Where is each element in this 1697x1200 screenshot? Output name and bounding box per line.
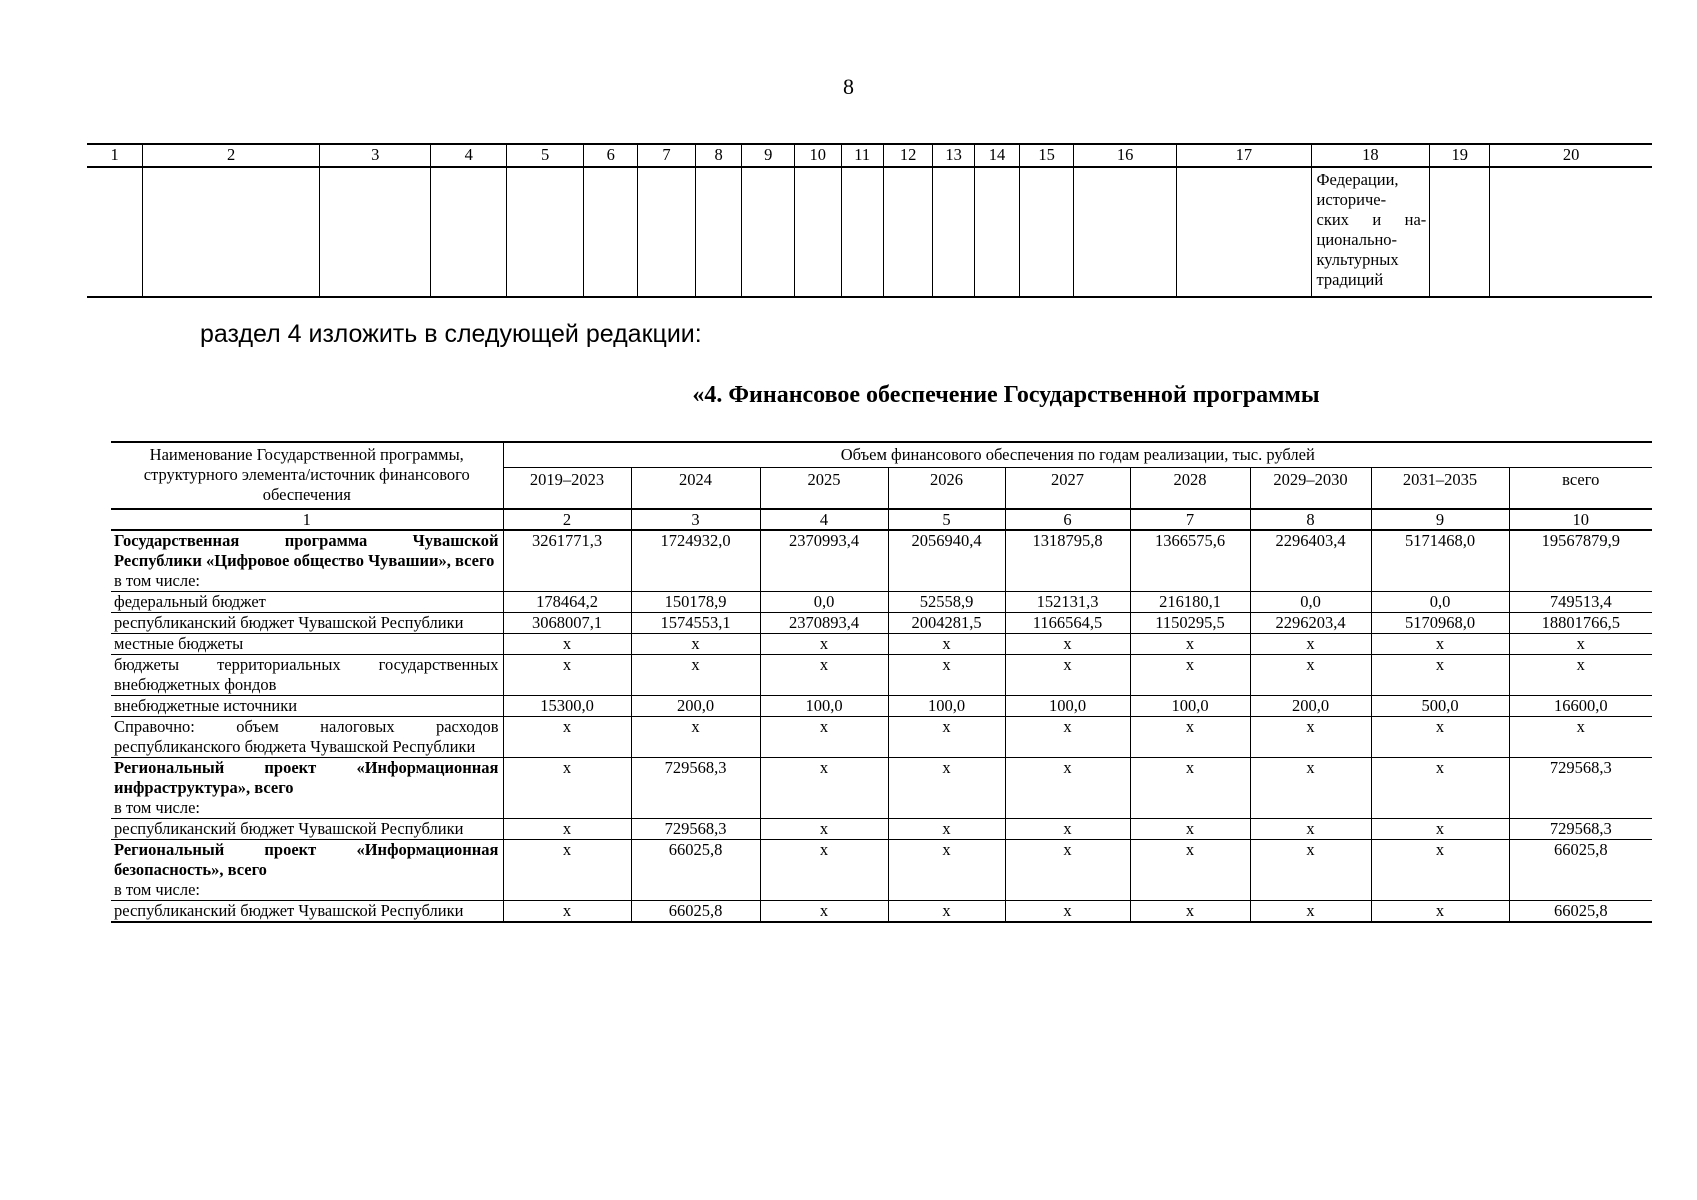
- name-header: Наименование Государственной программы, структурного элемента/источник финансового обеспечения: [111, 442, 503, 509]
- value-cell: x: [1005, 840, 1130, 901]
- col-number: 4: [431, 144, 506, 167]
- value-cell: 0,0: [760, 592, 888, 613]
- table-cell: [87, 167, 143, 297]
- col-number: 19: [1430, 144, 1490, 167]
- table-cell: [933, 167, 974, 297]
- value-cell: 3068007,1: [503, 613, 631, 634]
- value-cell: 66025,8: [631, 901, 760, 923]
- value-cell: 15300,0: [503, 696, 631, 717]
- value-cell: 100,0: [1005, 696, 1130, 717]
- text-line: традиций: [1316, 270, 1384, 289]
- value-cell: 5170968,0: [1371, 613, 1509, 634]
- value-cell: x: [888, 901, 1005, 923]
- year-header: 2025: [760, 468, 888, 510]
- table-row: [111, 696, 1652, 717]
- col-number: 6: [1005, 509, 1130, 530]
- table-row: [111, 613, 1652, 634]
- value-cell: x: [760, 634, 888, 655]
- table-cell: [1490, 167, 1652, 297]
- value-cell: 18801766,5: [1509, 613, 1652, 634]
- value-cell: x: [1371, 840, 1509, 901]
- value-cell: x: [1371, 655, 1509, 696]
- value-cell: x: [1371, 717, 1509, 758]
- row-name: [111, 530, 503, 592]
- text-line: Федерации,: [1316, 170, 1399, 189]
- value-cell: x: [888, 819, 1005, 840]
- value-cell: 729568,3: [631, 819, 760, 840]
- table-cell: [695, 167, 741, 297]
- table-row: [111, 819, 1652, 840]
- value-cell: x: [1371, 819, 1509, 840]
- value-cell: 3261771,3: [503, 530, 631, 592]
- row-name: Справочно: объем налоговых расходов республиканского бюджета Чувашской Республики: [111, 717, 503, 758]
- row-name: [111, 758, 503, 819]
- value-cell: 100,0: [760, 696, 888, 717]
- value-cell: x: [1509, 717, 1652, 758]
- value-cell: x: [1250, 655, 1371, 696]
- row-name-bold: Государственная программа Чувашской Республики «Цифровое общество Чувашии», всего: [114, 531, 499, 570]
- value-cell: 216180,1: [1130, 592, 1250, 613]
- value-cell: x: [1250, 634, 1371, 655]
- value-cell: 749513,4: [1509, 592, 1652, 613]
- value-cell: 2004281,5: [888, 613, 1005, 634]
- col-number: 18: [1311, 144, 1430, 167]
- value-cell: x: [888, 758, 1005, 819]
- col-number: 12: [883, 144, 933, 167]
- table-cell: [883, 167, 933, 297]
- col-number: 10: [1509, 509, 1652, 530]
- value-cell: 0,0: [1250, 592, 1371, 613]
- table-cell: [974, 167, 1019, 297]
- year-header: 2027: [1005, 468, 1130, 510]
- table-cell: [143, 167, 320, 297]
- value-cell: x: [1371, 634, 1509, 655]
- value-cell: x: [1509, 634, 1652, 655]
- value-cell: x: [1371, 758, 1509, 819]
- value-cell: 152131,3: [1005, 592, 1130, 613]
- value-cell: 66025,8: [1509, 901, 1652, 923]
- col-number: 1: [111, 509, 503, 530]
- table-row: [111, 634, 1652, 655]
- table-cell: [506, 167, 583, 297]
- value-cell: x: [760, 655, 888, 696]
- row-name: [111, 840, 503, 901]
- value-cell: x: [760, 901, 888, 923]
- value-cell: x: [1130, 901, 1250, 923]
- col-number: 15: [1020, 144, 1074, 167]
- col-number: 3: [631, 509, 760, 530]
- value-cell: x: [1250, 717, 1371, 758]
- value-cell: x: [631, 655, 760, 696]
- col-number: 16: [1073, 144, 1176, 167]
- value-cell: x: [1371, 901, 1509, 923]
- value-cell: x: [1005, 634, 1130, 655]
- table-cell: [795, 167, 841, 297]
- value-cell: 2370893,4: [760, 613, 888, 634]
- value-cell: 1166564,5: [1005, 613, 1130, 634]
- value-cell: 16600,0: [1509, 696, 1652, 717]
- value-cell: 1150295,5: [1130, 613, 1250, 634]
- value-cell: 1318795,8: [1005, 530, 1130, 592]
- continuation-row: [87, 167, 1652, 297]
- value-cell: 100,0: [888, 696, 1005, 717]
- value-cell: x: [503, 819, 631, 840]
- col-number: 8: [695, 144, 741, 167]
- page-number: 8: [843, 74, 854, 99]
- text-line: ционально-: [1316, 230, 1398, 249]
- table-row: [111, 655, 1652, 696]
- table-row: [111, 530, 1652, 592]
- year-header: 2024: [631, 468, 760, 510]
- finance-table-body: [111, 530, 1652, 922]
- value-cell: x: [888, 655, 1005, 696]
- col-number: 8: [1250, 509, 1371, 530]
- value-cell: x: [888, 717, 1005, 758]
- table-row: [111, 758, 1652, 819]
- row-name: республиканский бюджет Чувашской Республики: [111, 613, 503, 634]
- continuation-table: [87, 143, 1652, 298]
- table-cell: [1430, 167, 1490, 297]
- table-cell: [319, 167, 431, 297]
- col-number: 10: [795, 144, 841, 167]
- value-cell: x: [1250, 840, 1371, 901]
- row-name-bold: Региональный проект «Информационная инфраструктура», всего: [114, 758, 499, 797]
- value-cell: x: [1250, 758, 1371, 819]
- value-cell: x: [503, 901, 631, 923]
- value-cell: 19567879,9: [1509, 530, 1652, 592]
- row-name: бюджеты территориальных государственных внебюджетных фондов: [111, 655, 503, 696]
- header-row: [111, 442, 1652, 468]
- instruction-text: раздел 4 изложить в следующей редакции:: [200, 320, 702, 348]
- row-name: федеральный бюджет: [111, 592, 503, 613]
- col-number: 2: [143, 144, 320, 167]
- col-number: 20: [1490, 144, 1652, 167]
- value-cell: x: [503, 840, 631, 901]
- year-header: 2026: [888, 468, 1005, 510]
- finance-table: [111, 441, 1652, 923]
- table-cell: [1020, 167, 1074, 297]
- col-number: 5: [506, 144, 583, 167]
- year-header: 2028: [1130, 468, 1250, 510]
- value-cell: 66025,8: [631, 840, 760, 901]
- row-name: республиканский бюджет Чувашской Республики: [111, 819, 503, 840]
- col-number: 2: [503, 509, 631, 530]
- col-number: 5: [888, 509, 1005, 530]
- value-cell: x: [1005, 758, 1130, 819]
- value-cell: 2370993,4: [760, 530, 888, 592]
- text-line: культурных: [1316, 250, 1399, 269]
- row-name: республиканский бюджет Чувашской Республики: [111, 901, 503, 923]
- table-cell-col18: [1311, 167, 1430, 297]
- col-number: 17: [1177, 144, 1311, 167]
- year-header: 2019–2023: [503, 468, 631, 510]
- row-name: внебюджетные источники: [111, 696, 503, 717]
- value-cell: 500,0: [1371, 696, 1509, 717]
- value-cell: 2056940,4: [888, 530, 1005, 592]
- value-cell: x: [1130, 758, 1250, 819]
- col-number: 9: [1371, 509, 1509, 530]
- value-cell: x: [1250, 901, 1371, 923]
- value-cell: x: [1130, 840, 1250, 901]
- col-number: 9: [742, 144, 795, 167]
- col-number: 14: [974, 144, 1019, 167]
- col-number: 7: [638, 144, 696, 167]
- row-name-bold: Региональный проект «Информационная безопасность», всего: [114, 840, 499, 879]
- table-cell: [841, 167, 883, 297]
- table-cell: [638, 167, 696, 297]
- value-cell: x: [503, 717, 631, 758]
- value-cell: x: [1130, 655, 1250, 696]
- value-cell: x: [1509, 655, 1652, 696]
- value-cell: 200,0: [631, 696, 760, 717]
- table-row: [111, 717, 1652, 758]
- value-cell: x: [760, 758, 888, 819]
- value-cell: 1724932,0: [631, 530, 760, 592]
- column-number-row: [111, 509, 1652, 530]
- text-line: ских и на-: [1316, 210, 1427, 229]
- row-name: местные бюджеты: [111, 634, 503, 655]
- col-number: 6: [584, 144, 638, 167]
- value-cell: x: [1005, 655, 1130, 696]
- table-cell: [431, 167, 506, 297]
- row-name-sub: в том числе:: [114, 798, 201, 817]
- col-number: 3: [319, 144, 431, 167]
- value-cell: 52558,9: [888, 592, 1005, 613]
- year-header: 2029–2030: [1250, 468, 1371, 510]
- value-cell: x: [760, 819, 888, 840]
- year-header: 2031–2035: [1371, 468, 1509, 510]
- value-cell: x: [760, 717, 888, 758]
- value-cell: x: [1005, 901, 1130, 923]
- volume-header: Объем финансового обеспечения по годам реализации, тыс. рублей: [503, 442, 1652, 468]
- value-cell: x: [1005, 717, 1130, 758]
- value-cell: x: [1250, 819, 1371, 840]
- col-number: 7: [1130, 509, 1250, 530]
- value-cell: 729568,3: [1509, 758, 1652, 819]
- value-cell: x: [888, 840, 1005, 901]
- col-number: 1: [87, 144, 143, 167]
- value-cell: 729568,3: [1509, 819, 1652, 840]
- table-row: [111, 840, 1652, 901]
- value-cell: 1366575,6: [1130, 530, 1250, 592]
- value-cell: x: [631, 634, 760, 655]
- value-cell: x: [503, 758, 631, 819]
- value-cell: 0,0: [1371, 592, 1509, 613]
- col-number: 4: [760, 509, 888, 530]
- col-number: 13: [933, 144, 974, 167]
- value-cell: 100,0: [1130, 696, 1250, 717]
- table-row: [111, 592, 1652, 613]
- value-cell: 1574553,1: [631, 613, 760, 634]
- value-cell: 5171468,0: [1371, 530, 1509, 592]
- table-row: [111, 901, 1652, 923]
- value-cell: 729568,3: [631, 758, 760, 819]
- table-cell: [584, 167, 638, 297]
- value-cell: x: [503, 655, 631, 696]
- table-cell: [742, 167, 795, 297]
- value-cell: x: [1130, 819, 1250, 840]
- value-cell: x: [888, 634, 1005, 655]
- value-cell: 2296203,4: [1250, 613, 1371, 634]
- value-cell: x: [760, 840, 888, 901]
- table-cell: [1177, 167, 1311, 297]
- year-header: всего: [1509, 468, 1652, 510]
- value-cell: 66025,8: [1509, 840, 1652, 901]
- row-name-sub: в том числе:: [114, 880, 201, 899]
- value-cell: 150178,9: [631, 592, 760, 613]
- table-cell: [1073, 167, 1176, 297]
- value-cell: x: [1130, 717, 1250, 758]
- text-line: историче-: [1316, 190, 1387, 209]
- value-cell: x: [1005, 819, 1130, 840]
- value-cell: x: [1130, 634, 1250, 655]
- value-cell: 178464,2: [503, 592, 631, 613]
- row-name-sub: в том числе:: [114, 571, 201, 590]
- value-cell: 2296403,4: [1250, 530, 1371, 592]
- value-cell: x: [631, 717, 760, 758]
- value-cell: x: [503, 634, 631, 655]
- column-number-row: [87, 144, 1652, 167]
- col-number: 11: [841, 144, 883, 167]
- section-title: «4. Финансовое обеспечение Государственной программы: [692, 382, 1320, 408]
- value-cell: 200,0: [1250, 696, 1371, 717]
